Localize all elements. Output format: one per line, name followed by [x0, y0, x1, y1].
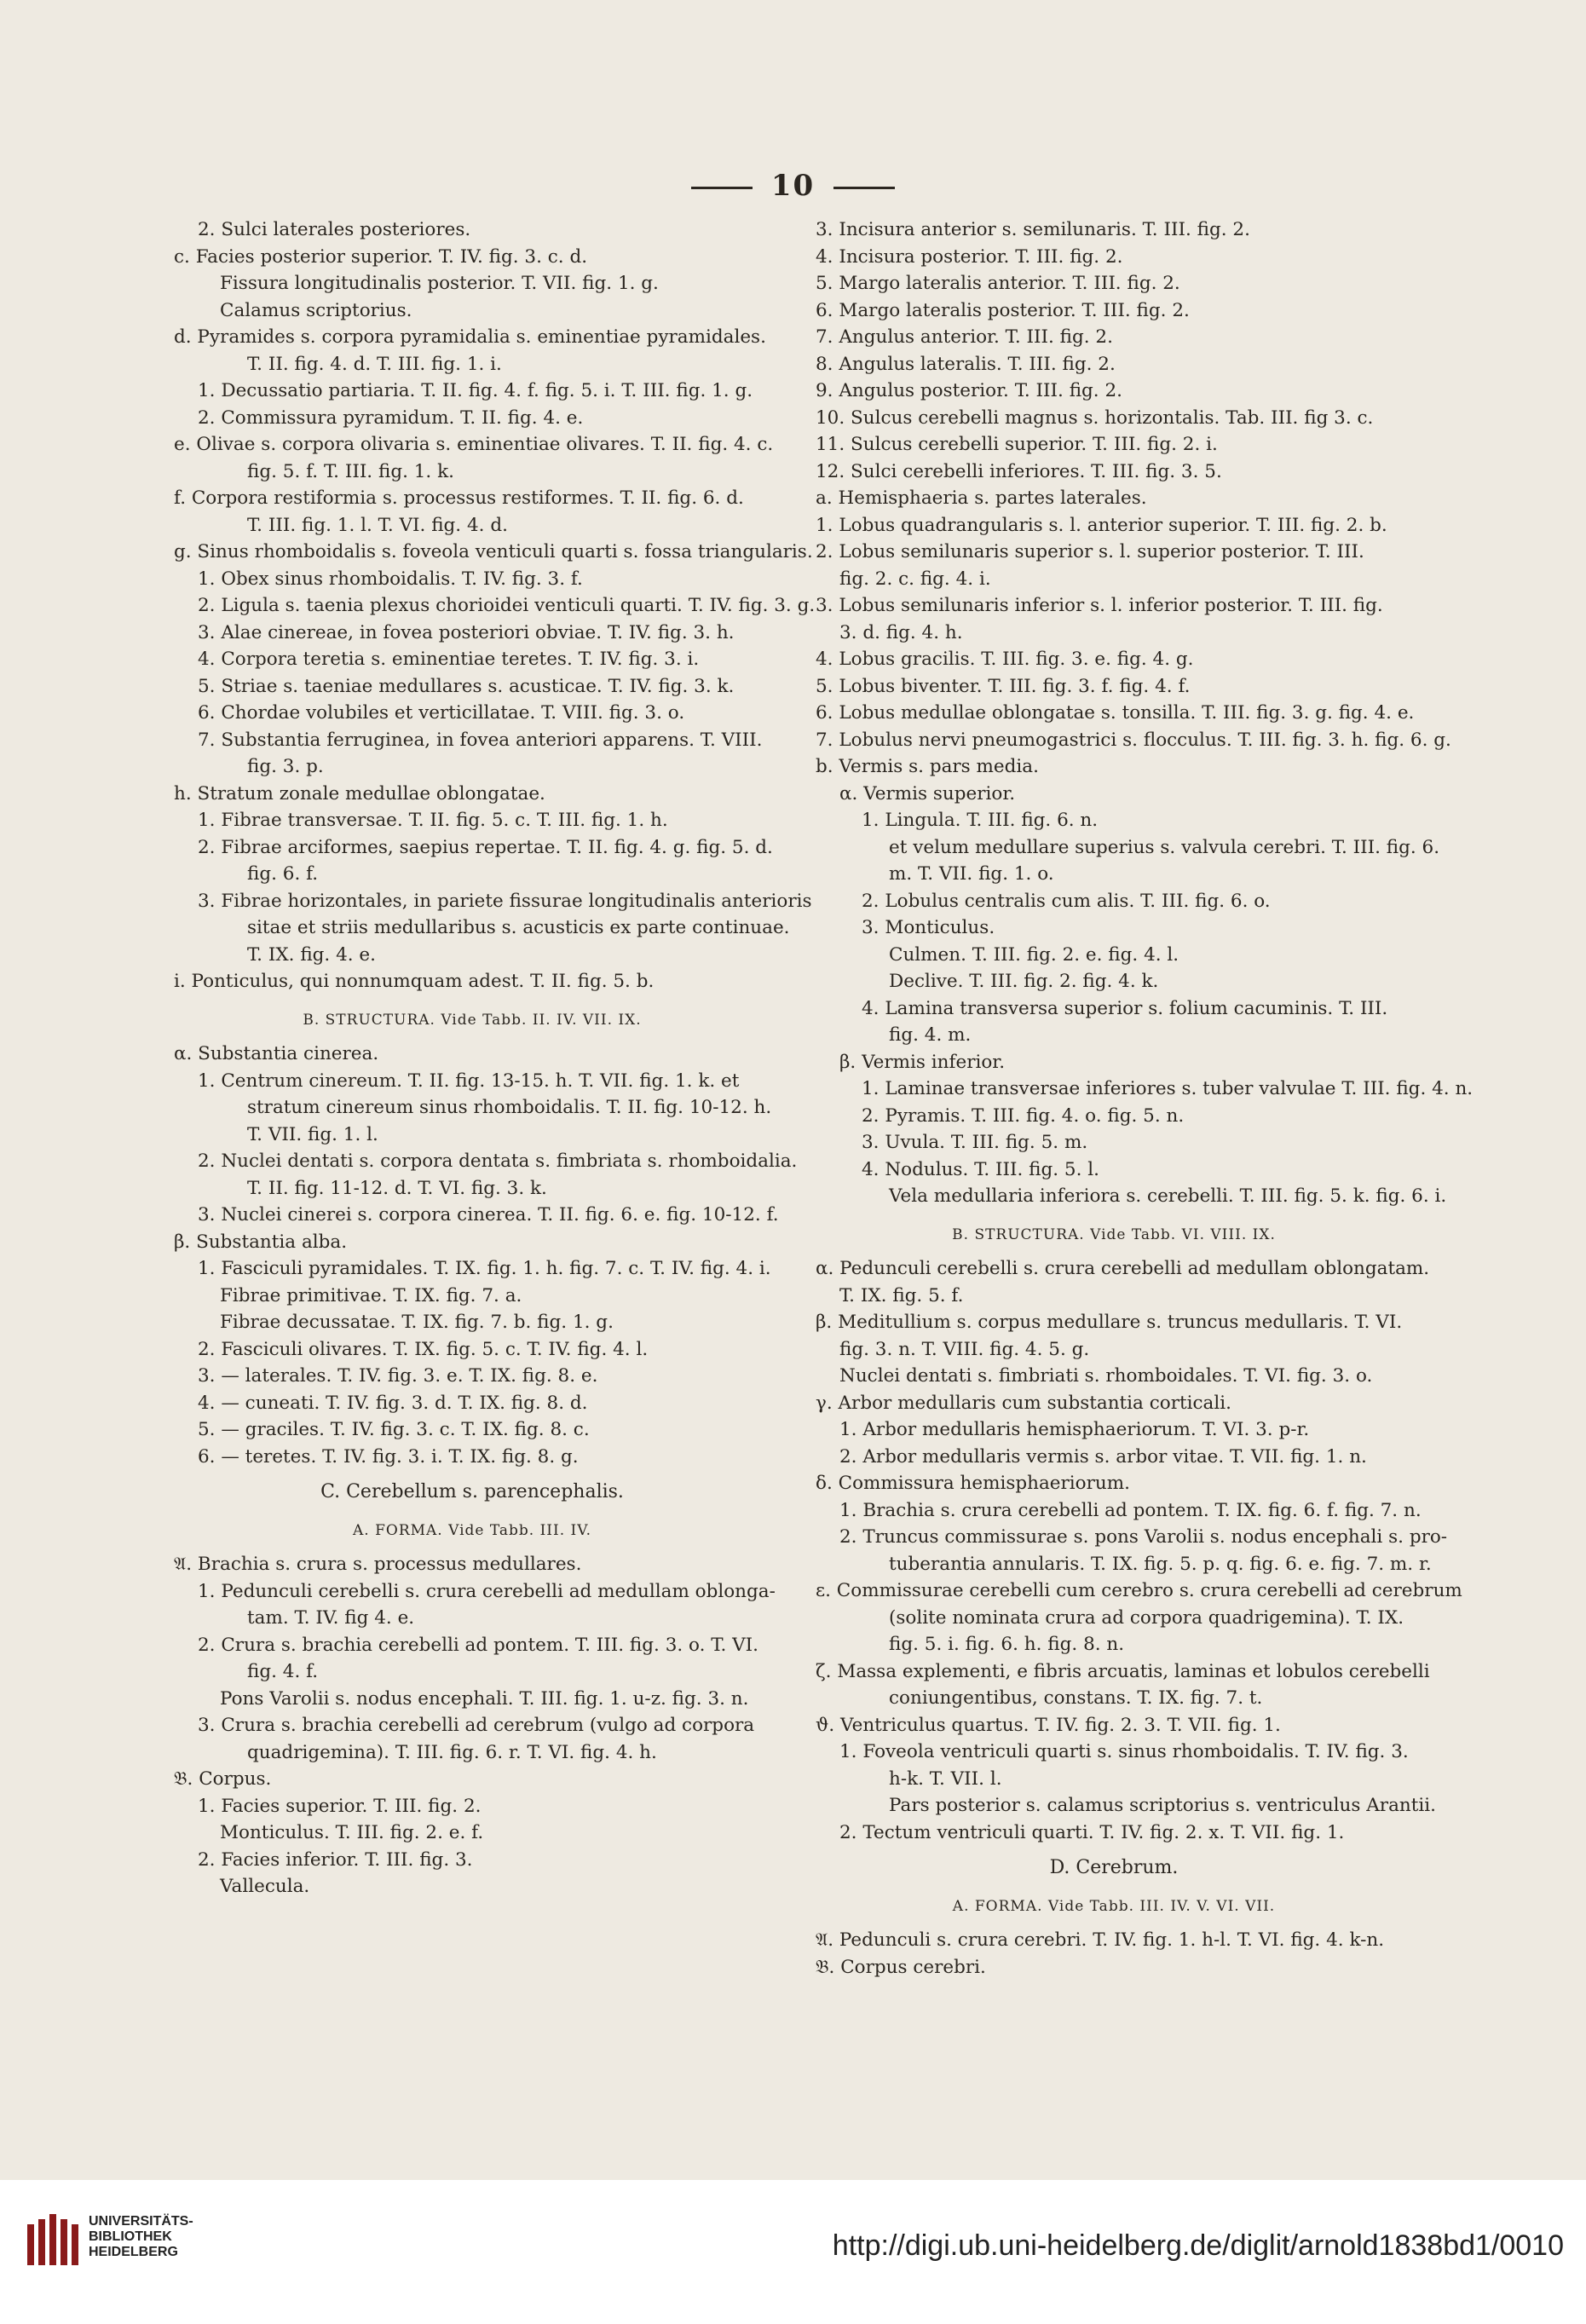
- text-line: 2. Lobus semilunaris superior s. l. superior posterior. T. III.: [816, 541, 1364, 562]
- text-line: Fissura longitudinalis posterior. T. VII. fig. 1. g.: [220, 273, 659, 294]
- text-line: T. II. fig. 11-12. d. T. VI. fig. 3. k.: [247, 1177, 547, 1199]
- text-line: 𝔅. Corpus.: [174, 1768, 272, 1790]
- text-line: 2. Commissura pyramidum. T. II. fig. 4. e.: [198, 407, 584, 429]
- text-line: Nuclei dentati s. fimbriati s. rhomboidales. T. VI. fig. 3. o.: [839, 1365, 1373, 1387]
- library-name-line-3: HEIDELBERG: [89, 2245, 178, 2259]
- text-line: Fibrae decussatae. T. IX. fig. 7. b. fig. 1. g.: [220, 1312, 614, 1333]
- text-line: 3. Alae cinereae, in fovea posteriori obviae. T. IV. fig. 3. h.: [198, 621, 735, 643]
- section-heading: B. STRUCTURA. Vide Tabb. II. IV. VII. IX.: [303, 1011, 642, 1029]
- text-line: ε. Commissurae cerebelli cum cerebro s. crura cerebelli ad cerebrum: [816, 1580, 1462, 1601]
- text-line: 2. Truncus commissurae s. pons Varolii s. nodus encephali s. pro-: [839, 1526, 1448, 1548]
- text-line: 1. Centrum cinereum. T. II. fig. 13-15. h. T. VII. fig. 1. k. et: [198, 1070, 740, 1092]
- section-heading: B. STRUCTURA. Vide Tabb. VI. VIII. IX.: [952, 1225, 1276, 1243]
- text-line: fig. 3. n. T. VIII. fig. 4. 5. g.: [839, 1338, 1090, 1360]
- text-line: α. Pedunculi cerebelli s. crura cerebelli ad medullam oblongatam.: [816, 1258, 1430, 1279]
- university-library-logo-icon: [27, 2214, 78, 2265]
- text-line: 1. Arbor medullaris hemisphaeriorum. T. VI. 3. p-r.: [839, 1419, 1310, 1440]
- text-line: β. Vermis inferior.: [839, 1051, 1006, 1073]
- library-name-line-1: UNIVERSITÄTS-: [89, 2214, 193, 2229]
- text-line: 1. Facies superior. T. III. fig. 2.: [198, 1795, 482, 1817]
- text-line: g. Sinus rhomboidalis s. foveola venticuli quarti s. fossa triangularis.: [174, 541, 813, 562]
- text-line: 1. Brachia s. crura cerebelli ad pontem. T. IX. fig. 6. f. fig. 7. n.: [839, 1499, 1422, 1521]
- text-line: Culmen. T. III. fig. 2. e. fig. 4. l.: [889, 943, 1179, 966]
- text-line: f. Corpora restiformia s. processus restiformes. T. II. fig. 6. d.: [174, 487, 744, 509]
- text-line: T. II. fig. 4. d. T. III. fig. 1. i.: [247, 353, 502, 375]
- text-line: 4. — cuneati. T. IV. fig. 3. d. T. IX. fig. 8. d.: [198, 1392, 588, 1414]
- text-line: (solite nominata crura ad corpora quadrigemina). T. IX.: [889, 1606, 1404, 1629]
- text-line: 1. Obex sinus rhomboidalis. T. IV. fig. 3. f.: [198, 568, 583, 590]
- left-column: [174, 216, 816, 1900]
- text-line: i. Ponticulus, qui nonnumquam adest. T. II. fig. 5. b.: [174, 971, 655, 992]
- text-line: β. Substantia alba.: [174, 1231, 348, 1253]
- text-line: δ. Commissura hemisphaeriorum.: [816, 1473, 1130, 1494]
- text-line: b. Vermis s. pars media.: [816, 756, 1039, 777]
- text-line: Vela medullaria inferiora s. cerebelli. T. III. fig. 5. k. fig. 6. i.: [889, 1185, 1447, 1207]
- text-line: Monticulus. T. III. fig. 2. e. f.: [220, 1822, 484, 1843]
- text-line: 1. Decussatio partiaria. T. II. fig. 4. f. fig. 5. i. T. III. fig. 1. g.: [198, 380, 753, 401]
- text-line: 12. Sulci cerebelli inferiores. T. III. fig. 3. 5.: [816, 460, 1222, 482]
- text-line: 3. Incisura anterior s. semilunaris. T. III. fig. 2.: [816, 219, 1250, 240]
- text-line: 1. Lingula. T. III. fig. 6. n.: [862, 810, 1099, 831]
- page-number-dash-right: [833, 187, 895, 189]
- text-line: 2. Ligula s. taenia plexus chorioidei venticuli quarti. T. IV. fig. 3. g.: [198, 595, 816, 616]
- text-line: 2. Sulci laterales posteriores.: [198, 219, 471, 240]
- text-line: 3. Monticulus.: [862, 917, 995, 938]
- text-line: 6. Chordae volubiles et verticillatae. T. VIII. fig. 3. o.: [198, 702, 685, 724]
- text-line: γ. Arbor medullaris cum substantia corticali.: [816, 1392, 1231, 1414]
- text-line: quadrigemina). T. III. fig. 6. r. T. VI. fig. 4. h.: [247, 1741, 657, 1763]
- library-name-line-2: BIBLIOTHEK: [89, 2229, 172, 2244]
- text-line: α. Substantia cinerea.: [174, 1043, 379, 1064]
- text-line: α. Vermis superior.: [839, 782, 1016, 804]
- text-line: 4. Incisura posterior. T. III. fig. 2.: [816, 245, 1123, 268]
- text-line: fig. 3. p.: [247, 756, 324, 777]
- text-line: ϑ. Ventriculus quartus. T. IV. fig. 2. 3. T. VII. fig. 1.: [816, 1714, 1281, 1736]
- text-line: 2. Crura s. brachia cerebelli ad pontem. T. III. fig. 3. o. T. VI.: [198, 1634, 758, 1656]
- text-line: 2. Tectum ventriculi quarti. T. IV. fig. 2. x. T. VII. fig. 1.: [839, 1821, 1345, 1843]
- library-name: [89, 2214, 193, 2260]
- text-line: T. VII. fig. 1. l.: [247, 1123, 378, 1145]
- text-line: 4. Lobus gracilis. T. III. fig. 3. e. fig. 4. g.: [816, 649, 1194, 670]
- text-line: a. Hemisphaeria s. partes laterales.: [816, 487, 1147, 509]
- text-line: fig. 4. f.: [247, 1661, 319, 1682]
- text-line: fig. 4. m.: [889, 1024, 972, 1046]
- text-line: 3. Crura s. brachia cerebelli ad cerebrum (vulgo ad corpora: [198, 1715, 755, 1736]
- text-line: T. IX. fig. 5. f.: [839, 1284, 964, 1306]
- text-line: sitae et striis medullaribus s. acusticis ex parte continuae.: [247, 917, 790, 938]
- text-line: 2. Arbor medullaris vermis s. arbor vitae. T. VII. fig. 1. n.: [839, 1445, 1367, 1468]
- text-line: 7. Substantia ferruginea, in fovea anteriori apparens. T. VIII.: [198, 729, 763, 751]
- text-line: 5. Striae s. taeniae medullares s. acusticae. T. IV. fig. 3. k.: [198, 675, 735, 697]
- source-url-link[interactable]: http://digi.ub.uni-heidelberg.de/diglit/arnold1838bd1/0010: [832, 2229, 1564, 2262]
- footer-bar: [0, 2180, 1586, 2324]
- text-line: fig. 6. f.: [247, 863, 319, 885]
- right-column: [816, 216, 1474, 1981]
- text-line: 4. Nodulus. T. III. fig. 5. l.: [862, 1158, 1099, 1180]
- text-line: stratum cinereum sinus rhomboidalis. T. II. fig. 10-12. h.: [247, 1097, 772, 1118]
- text-line: 3. Nuclei cinerei s. corpora cinerea. T. II. fig. 6. e. fig. 10-12. f.: [198, 1204, 779, 1225]
- text-line: Declive. T. III. fig. 2. fig. 4. k.: [889, 971, 1159, 992]
- text-line: 6. — teretes. T. IV. fig. 3. i. T. IX. fig. 8. g.: [198, 1445, 579, 1468]
- text-line: 4. Corpora teretia s. eminentiae teretes. T. IV. fig. 3. i.: [198, 649, 700, 670]
- text-line: m. T. VII. fig. 1. o.: [889, 863, 1054, 885]
- text-line: Calamus scriptorius.: [220, 299, 412, 321]
- text-line: T. IX. fig. 4. e.: [247, 943, 376, 966]
- text-line: fig. 2. c. fig. 4. i.: [839, 568, 991, 590]
- text-line: Pars posterior s. calamus scriptorius s. ventriculus Arantii.: [889, 1795, 1436, 1816]
- page-number-dash-left: [691, 187, 753, 189]
- section-heading: D. Cerebrum.: [1049, 1857, 1179, 1878]
- text-line: 5. Lobus biventer. T. III. fig. 3. f. fig. 4. f.: [816, 675, 1191, 697]
- text-line: T. III. fig. 1. l. T. VI. fig. 4. d.: [247, 514, 508, 536]
- text-line: 5. — graciles. T. IV. fig. 3. c. T. IX. fig. 8. c.: [198, 1419, 590, 1440]
- text-line: tuberantia annularis. T. IX. fig. 5. p. q. fig. 6. e. fig. 7. m. r.: [889, 1553, 1432, 1575]
- text-line: 2. Facies inferior. T. III. fig. 3.: [198, 1848, 473, 1871]
- text-line: 2. Pyramis. T. III. fig. 4. o. fig. 5. n.: [862, 1104, 1185, 1127]
- text-line: 3. Fibrae horizontales, in pariete fissurae longitudinalis anterioris: [198, 890, 812, 912]
- text-line: fig. 5. i. fig. 6. h. fig. 8. n.: [889, 1634, 1125, 1655]
- text-line: 1. Pedunculi cerebelli s. crura cerebelli ad medullam oblonga-: [198, 1580, 776, 1602]
- text-line: d. Pyramides s. corpora pyramidalia s. eminentiae pyramidales.: [174, 326, 766, 348]
- section-heading: C. Cerebellum s. parencephalis.: [320, 1481, 624, 1502]
- text-line: β. Meditullium s. corpus medullare s. truncus medullaris. T. VI.: [816, 1312, 1403, 1333]
- text-line: 7. Angulus anterior. T. III. fig. 2.: [816, 326, 1113, 348]
- text-line: 11. Sulcus cerebelli superior. T. III. fig. 2. i.: [816, 434, 1218, 455]
- text-line: 8. Angulus lateralis. T. III. fig. 2.: [816, 353, 1116, 375]
- text-line: et velum medullare superius s. valvula cerebri. T. III. fig. 6.: [889, 836, 1440, 858]
- text-line: 𝔅. Corpus cerebri.: [816, 1956, 986, 1978]
- page-number: [0, 169, 1586, 203]
- text-line: 3. d. fig. 4. h.: [839, 621, 963, 643]
- text-line: 3. — laterales. T. IV. fig. 3. e. T. IX. fig. 8. e.: [198, 1365, 598, 1387]
- text-line: c. Facies posterior superior. T. IV. fig. 3. c. d.: [174, 245, 588, 268]
- text-line: 1. Laminae transversae inferiores s. tuber valvulae T. III. fig. 4. n.: [862, 1078, 1474, 1099]
- text-line: e. Olivae s. corpora olivaria s. eminentiae olivares. T. II. fig. 4. c.: [174, 434, 774, 455]
- text-line: 𝔄. Brachia s. crura s. processus medullares.: [174, 1554, 582, 1575]
- text-line: 3. Lobus semilunaris inferior s. l. inferior posterior. T. III. fig.: [816, 595, 1383, 616]
- text-line: Pons Varolii s. nodus encephali. T. III. fig. 1. u-z. fig. 3. n.: [220, 1687, 749, 1710]
- text-line: 7. Lobulus nervi pneumogastrici s. flocculus. T. III. fig. 3. h. fig. 6. g.: [816, 729, 1451, 751]
- text-line: 6. Margo lateralis posterior. T. III. fig. 2.: [816, 299, 1190, 321]
- page-number-text: 10: [770, 169, 816, 203]
- text-line: ζ. Massa explementi, e fibris arcuatis, laminas et lobulos cerebelli: [816, 1660, 1430, 1682]
- text-line: tam. T. IV. fig 4. e.: [247, 1607, 415, 1629]
- text-line: 2. Lobulus centralis cum alis. T. III. fig. 6. o.: [862, 890, 1271, 912]
- text-line: fig. 5. f. T. III. fig. 1. k.: [247, 460, 454, 482]
- text-line: coniungentibus, constans. T. IX. fig. 7. t.: [889, 1687, 1263, 1709]
- text-line: 1. Fasciculi pyramidales. T. IX. fig. 1. h. fig. 7. c. T. IV. fig. 4. i.: [198, 1258, 771, 1279]
- text-line: 1. Foveola ventriculi quarti s. sinus rhomboidalis. T. IV. fig. 3.: [839, 1741, 1409, 1762]
- text-line: 10. Sulcus cerebelli magnus s. horizontalis. Tab. III. fig 3. c.: [816, 407, 1374, 429]
- text-line: 2. Fasciculi olivares. T. IX. fig. 5. c. T. IV. fig. 4. l.: [198, 1338, 649, 1360]
- text-line: h. Stratum zonale medullae oblongatae.: [174, 782, 545, 804]
- text-line: 3. Uvula. T. III. fig. 5. m.: [862, 1132, 1088, 1153]
- text-line: 9. Angulus posterior. T. III. fig. 2.: [816, 380, 1122, 401]
- section-heading: A. FORMA. Vide Tabb. III. IV. V. VI. VII.: [952, 1897, 1276, 1915]
- text-line: 5. Margo lateralis anterior. T. III. fig. 2.: [816, 273, 1180, 294]
- text-line: 1. Lobus quadrangularis s. l. anterior superior. T. III. fig. 2. b.: [816, 514, 1387, 536]
- text-line: 6. Lobus medullae oblongatae s. tonsilla. T. III. fig. 3. g. fig. 4. e.: [816, 702, 1415, 724]
- text-line: Vallecula.: [220, 1876, 310, 1897]
- text-line: Fibrae primitivae. T. IX. fig. 7. a.: [220, 1284, 522, 1306]
- text-line: 4. Lamina transversa superior s. folium cacuminis. T. III.: [862, 997, 1388, 1019]
- text-line: h-k. T. VII. l.: [889, 1768, 1002, 1790]
- text-line: 1. Fibrae transversae. T. II. fig. 5. c. T. III. fig. 1. h.: [198, 810, 668, 831]
- text-line: 𝔄. Pedunculi s. crura cerebri. T. IV. fig. 1. h-l. T. VI. fig. 4. k-n.: [816, 1929, 1385, 1951]
- text-line: 2. Fibrae arciformes, saepius repertae. T. II. fig. 4. g. fig. 5. d.: [198, 836, 773, 858]
- section-heading: A. FORMA. Vide Tabb. III. IV.: [353, 1521, 591, 1539]
- text-line: 2. Nuclei dentati s. corpora dentata s. fimbriata s. rhomboidalia.: [198, 1150, 798, 1172]
